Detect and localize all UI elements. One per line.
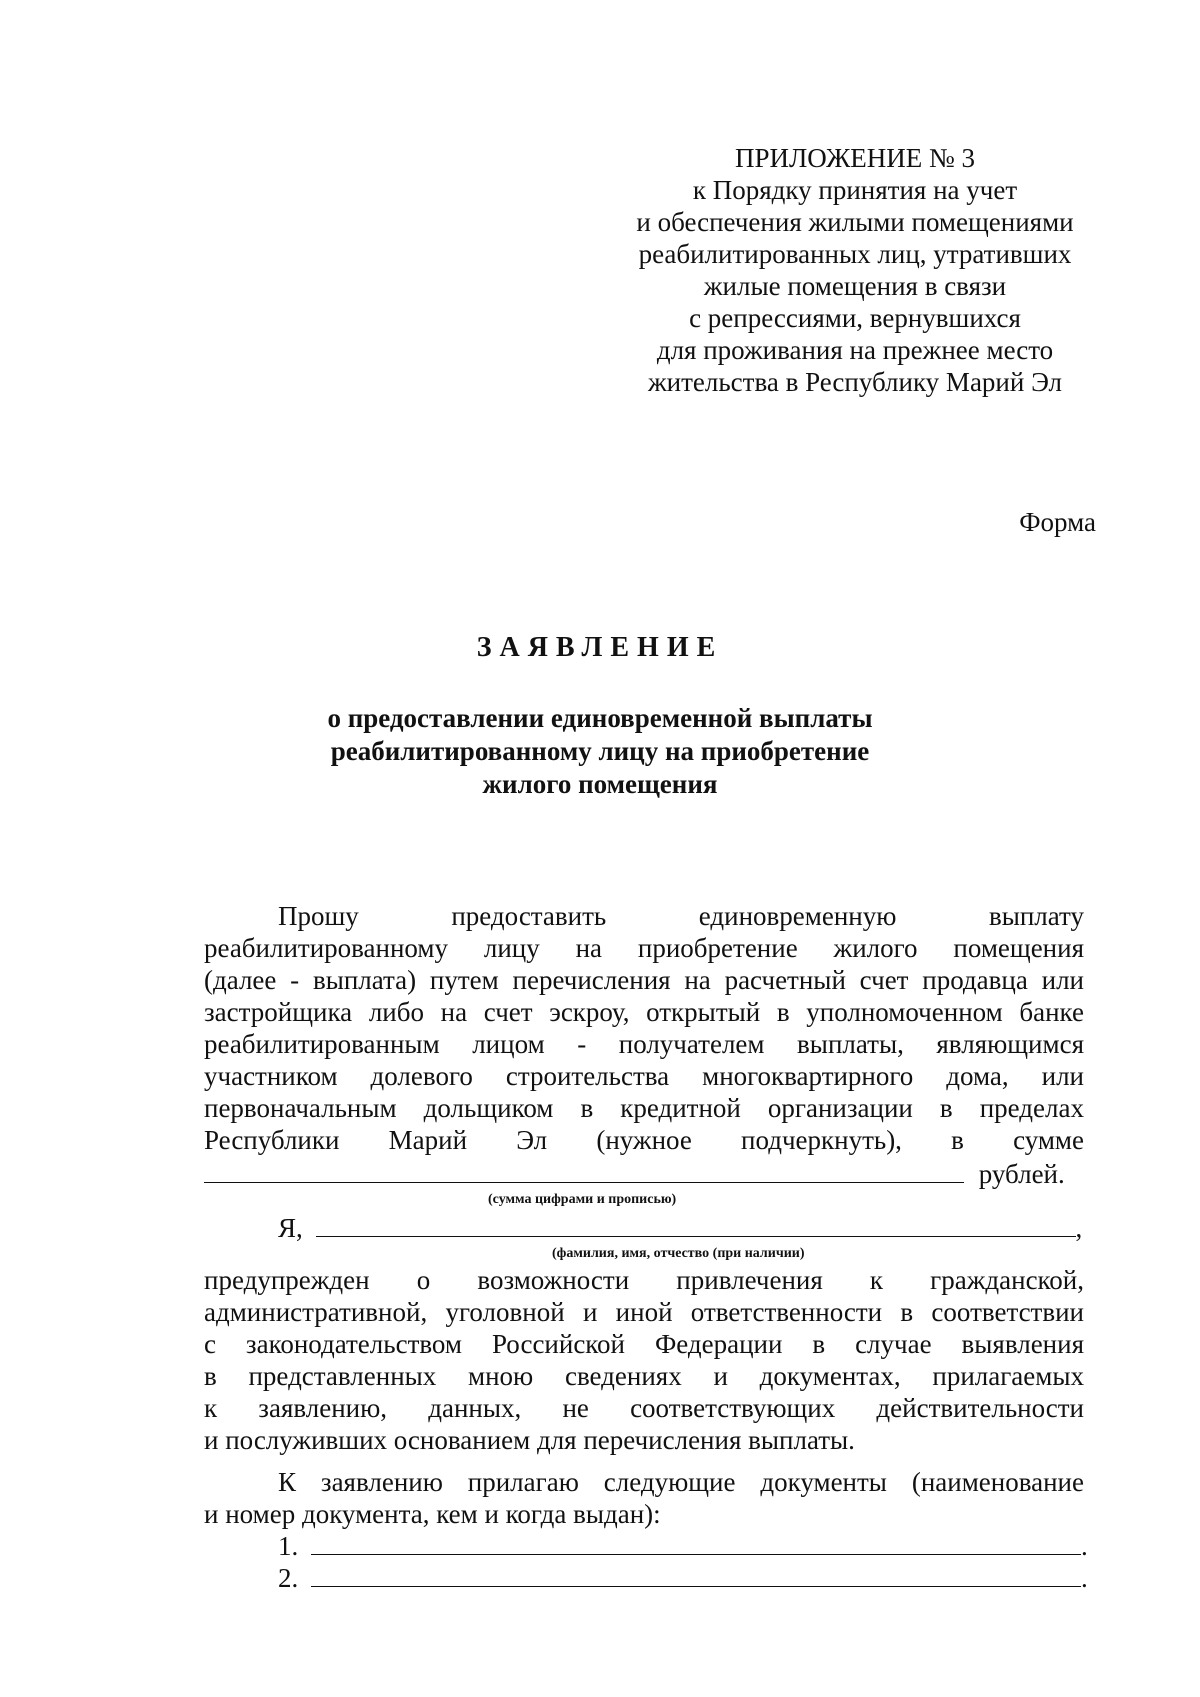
appendix-line: для проживания на прежнее место <box>656 335 1054 365</box>
paragraph-line: первоначальным дольщиком в кредитной организации в пределах <box>204 1093 1084 1123</box>
paragraph-line: застройщика либо на счет эскроу, открытый в уполномоченном банке <box>204 997 1084 1027</box>
appendix-line: к Порядку принятия на учет <box>692 175 1018 205</box>
subtitle-line: жилого помещения <box>482 769 718 799</box>
paragraph-line: реабилитированным лицом - получателем выплаты, являющимся <box>204 1029 1084 1059</box>
attachments-paragraph <box>204 1466 1084 1530</box>
sum-field[interactable] <box>204 1158 964 1183</box>
form-label: Форма <box>1019 507 1096 537</box>
list-item <box>204 1562 1088 1594</box>
list-item <box>204 1530 1088 1562</box>
full-name-field[interactable] <box>316 1212 1076 1237</box>
paragraph-line: Прошу предоставить единовременную выплату <box>278 901 1084 931</box>
appendix-line: с репрессиями, вернувшихся <box>689 303 1021 333</box>
paragraph-line: и послуживших основанием для перечисления выплаты. <box>204 1425 855 1455</box>
sum-caption: (сумма цифрами и прописью) <box>488 1192 677 1207</box>
paragraph-line: к заявлению, данных, не соответствующих действительности <box>204 1393 1084 1423</box>
appendix-line: жительства в Республику Марий Эл <box>647 367 1063 397</box>
item-number: 2. <box>278 1563 299 1593</box>
sum-row <box>204 1158 1084 1190</box>
paragraph-line: и номер документа, кем и когда выдан): <box>204 1499 661 1529</box>
appendix-line: жилые помещения в связи <box>703 271 1007 301</box>
request-paragraph <box>204 900 1084 1156</box>
document-field-2[interactable] <box>311 1562 1081 1587</box>
appendix-line: ПРИЛОЖЕНИЕ № 3 <box>734 143 976 173</box>
paragraph-line: (далее - выплата) путем перечисления на расчетный счет продавца или <box>204 965 1084 995</box>
appendix-line: реабилитированных лиц, утративших <box>638 239 1072 269</box>
subtitle-line: реабилитированному лицу на приобретение <box>330 736 870 766</box>
item-end: . <box>1081 1563 1088 1593</box>
paragraph-line: реабилитированному лицу на приобретение жилого помещения <box>204 933 1084 963</box>
appendix-header <box>610 142 1100 398</box>
item-end: . <box>1081 1531 1088 1561</box>
item-number: 1. <box>278 1531 299 1561</box>
paragraph-line: в представленных мною сведениях и документах, прилагаемых <box>204 1361 1084 1391</box>
document-title: ЗАЯВЛЕНИЕ <box>476 632 724 663</box>
paragraph-line: предупрежден о возможности привлечения к гражданской, <box>204 1265 1084 1295</box>
paragraph-line: Республики Марий Эл (нужное подчеркнуть), в сумме <box>204 1125 1084 1155</box>
appendix-line: и обеспечения жилыми помещениями <box>636 207 1074 237</box>
name-suffix: , <box>1075 1213 1083 1243</box>
name-prefix: Я, <box>278 1213 303 1243</box>
subtitle-line: о предоставлении единовременной выплаты <box>327 703 873 733</box>
paragraph-line: участником долевого строительства многоквартирного дома, или <box>204 1061 1084 1091</box>
document-subtitle <box>0 702 1200 801</box>
name-caption: (фамилия, имя, отчество (при наличии) <box>552 1246 805 1261</box>
warning-paragraph <box>204 1264 1084 1456</box>
paragraph-line: К заявлению прилагаю следующие документы (наименование <box>278 1467 1084 1497</box>
sum-suffix: рублей. <box>978 1159 1065 1189</box>
document-field-1[interactable] <box>311 1530 1081 1555</box>
name-row <box>204 1212 1084 1244</box>
attachments-list <box>204 1530 1088 1594</box>
paragraph-line: с законодательством Российской Федерации в случае выявления <box>204 1329 1084 1359</box>
paragraph-line: административной, уголовной и иной ответственности в соответствии <box>204 1297 1084 1327</box>
